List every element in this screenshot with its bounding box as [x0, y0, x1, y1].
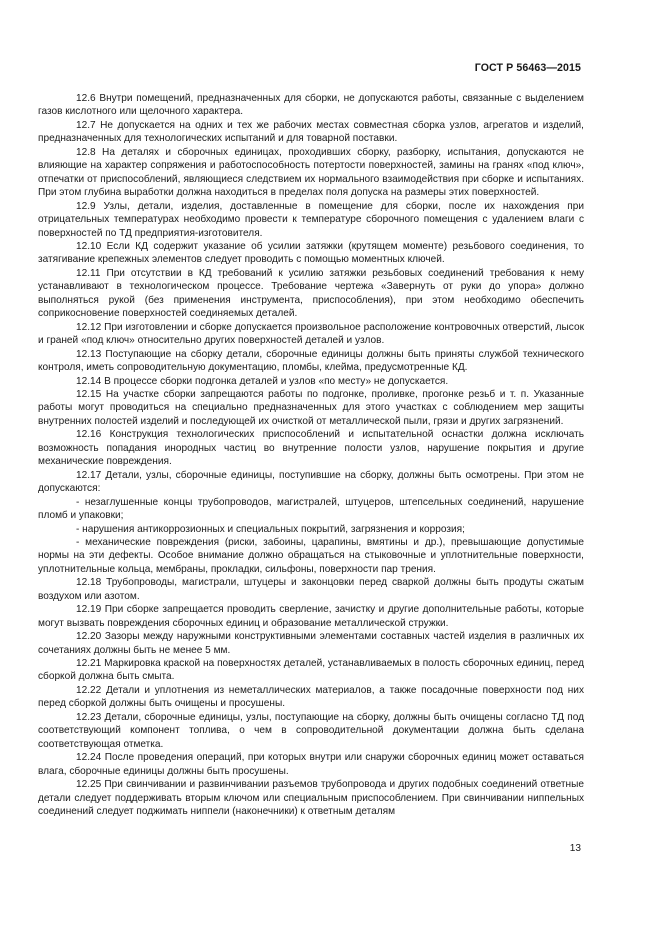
clause-12-11: 12.11 При отсутствии в КД требований к усилию затяжки резьбовых соединений требования к нему устанавливают в технологическом процессе. Требование чертежа «Завернуть от руки до упора» должно выполняться рукой (без применения инструмента, приспособления), при этом необходимо обеспечить соприкосновение поверхностей соединяемых деталей.	[38, 267, 584, 320]
clause-12-16: 12.16 Конструкция технологических приспособлений и испытательной оснастки должна исключать возможность попадания инородных частиц во внутренние полости узлов, нарушение покрытия и другие механические повреждения.	[38, 429, 584, 468]
clause-12-23: 12.23 Детали, сборочные единицы, узлы, поступающие на сборку, должны быть очищены согласно ТД под соответствующий компонент топлива, о чем в сопроводительной документации должна быть сделана соответствующая отметка.	[38, 711, 584, 750]
clause-12-21: 12.21 Маркировка краской на поверхностях деталей, устанавливаемых в полость сборочных единиц, перед сборкой должна быть смыта.	[38, 658, 584, 683]
list-item: - незаглушенные концы трубопроводов, магистралей, штуцеров, штепсельных соединений, нарушение пломб и упаковки;	[38, 496, 584, 522]
page-number: 13	[569, 843, 581, 854]
clause-12-15: 12.15 На участке сборки запрещаются работы по подгонке, проливке, прогонке резьб и т. п. Указанные работы могут проводиться на специально предназначенных для этого участках с соблюдением мер защиты внутренних полостей изделий и последующей их очисткой от металлической пыли, грязи и других загрязнений.	[38, 388, 584, 427]
clause-12-9: 12.9 Узлы, детали, изделия, доставленные в помещение для сборки, после их нахождения при отрицательных температурах необходимо провести к температуре сборочного помещения с удалением влаги с поверхностей по ТД предприятия-изготовителя.	[38, 200, 584, 239]
list-item: - нарушения антикоррозионных и специальных покрытий, загрязнения и коррозия;	[76, 523, 465, 535]
standard-number: ГОСТ Р 56463—2015	[474, 62, 581, 74]
clause-12-18: 12.18 Трубопроводы, магистрали, штуцеры и законцовки перед сваркой должны быть продуты сжатым воздухом или азотом.	[38, 577, 584, 602]
clause-12-7: 12.7 Не допускается на одних и тех же рабочих местах совместная сборка узлов, агрегатов и изделий, предназначенных для технологических испытаний и для товарной поставки.	[38, 119, 584, 145]
clause-12-13: 12.13 Поступающие на сборку детали, сборочные единицы должны быть приняты службой технического контроля, иметь сопроводительную документацию, пломбы, клейма, предусмотренные КД.	[38, 348, 584, 374]
clause-12-17: 12.17 Детали, узлы, сборочные единицы, поступившие на сборку, должны быть осмотрены. При этом не допускаются:	[38, 469, 584, 495]
clause-12-20: 12.20 Зазоры между наружными конструктивными элементами составных частей изделия в различных их сочетаниях должны быть не менее 5 мм.	[38, 631, 584, 656]
clause-12-24: 12.24 После проведения операций, при которых внутри или снаружи сборочных единиц может оставаться влага, сборочные единицы должны быть просушены.	[38, 752, 584, 777]
clause-12-10: 12.10 Если КД содержит указание об усилии затяжки (крутящем моменте) резьбового соединения, то затягивание крепежных элементов следует проводить с помощью моментных ключей.	[38, 240, 584, 266]
clause-12-14: 12.14 В процессе сборки подгонка деталей и узлов «по месту» не допускается.	[76, 375, 449, 387]
document-body	[38, 92, 584, 818]
list-item: - механические повреждения (риски, забоины, царапины, вмятины и др.), превышающие допустимые нормы на эти дефекты. Особое внимание должно обращаться на стыковочные и уплотнительные поверхности, уплотнительные кольца, мембраны, прокладки, сильфоны, поверхности пар трения.	[38, 536, 584, 575]
clause-12-8: 12.8 На деталях и сборочных единицах, проходивших сборку, разборку, испытания, допускаются не влияющие на характер сопряжения и работоспособность потертости поверхностей, замины на гранях «под ключ», отпечатки от приспособлений, являющиеся следствием их нормального взаимодействия при сборке и испытаниях. При этом глубина выработки должна находиться в пределах поля допуска на размеры этих поверхностей.	[38, 146, 584, 199]
clause-12-6: 12.6 Внутри помещений, предназначенных для сборки, не допускаются работы, связанные с выделением газов кислотного или щелочного характера.	[38, 93, 584, 118]
clause-12-22: 12.22 Детали и уплотнения из неметаллических материалов, а также посадочные поверхности под них перед сборкой должны быть очищены и просушены.	[38, 684, 584, 710]
clause-12-12: 12.12 При изготовлении и сборке допускается произвольное расположение контровочных отверстий, лысок и граней «под ключ» относительно других поверхностей деталей и узлов.	[38, 321, 584, 347]
clause-12-19: 12.19 При сборке запрещается проводить сверление, зачистку и другие дополнительные работы, которые могут вызвать повреждения сборочных единиц и образование металлической стружки.	[38, 604, 584, 629]
clause-12-25: 12.25 При свинчивании и развинчивании разъемов трубопровода и других подобных соединений ответные детали следует поддерживать вторым ключом или специальным приспособлением. При свинчивании ниппельных соединений следует поджимать ниппели (наконечники) к ответным деталям	[38, 779, 584, 818]
